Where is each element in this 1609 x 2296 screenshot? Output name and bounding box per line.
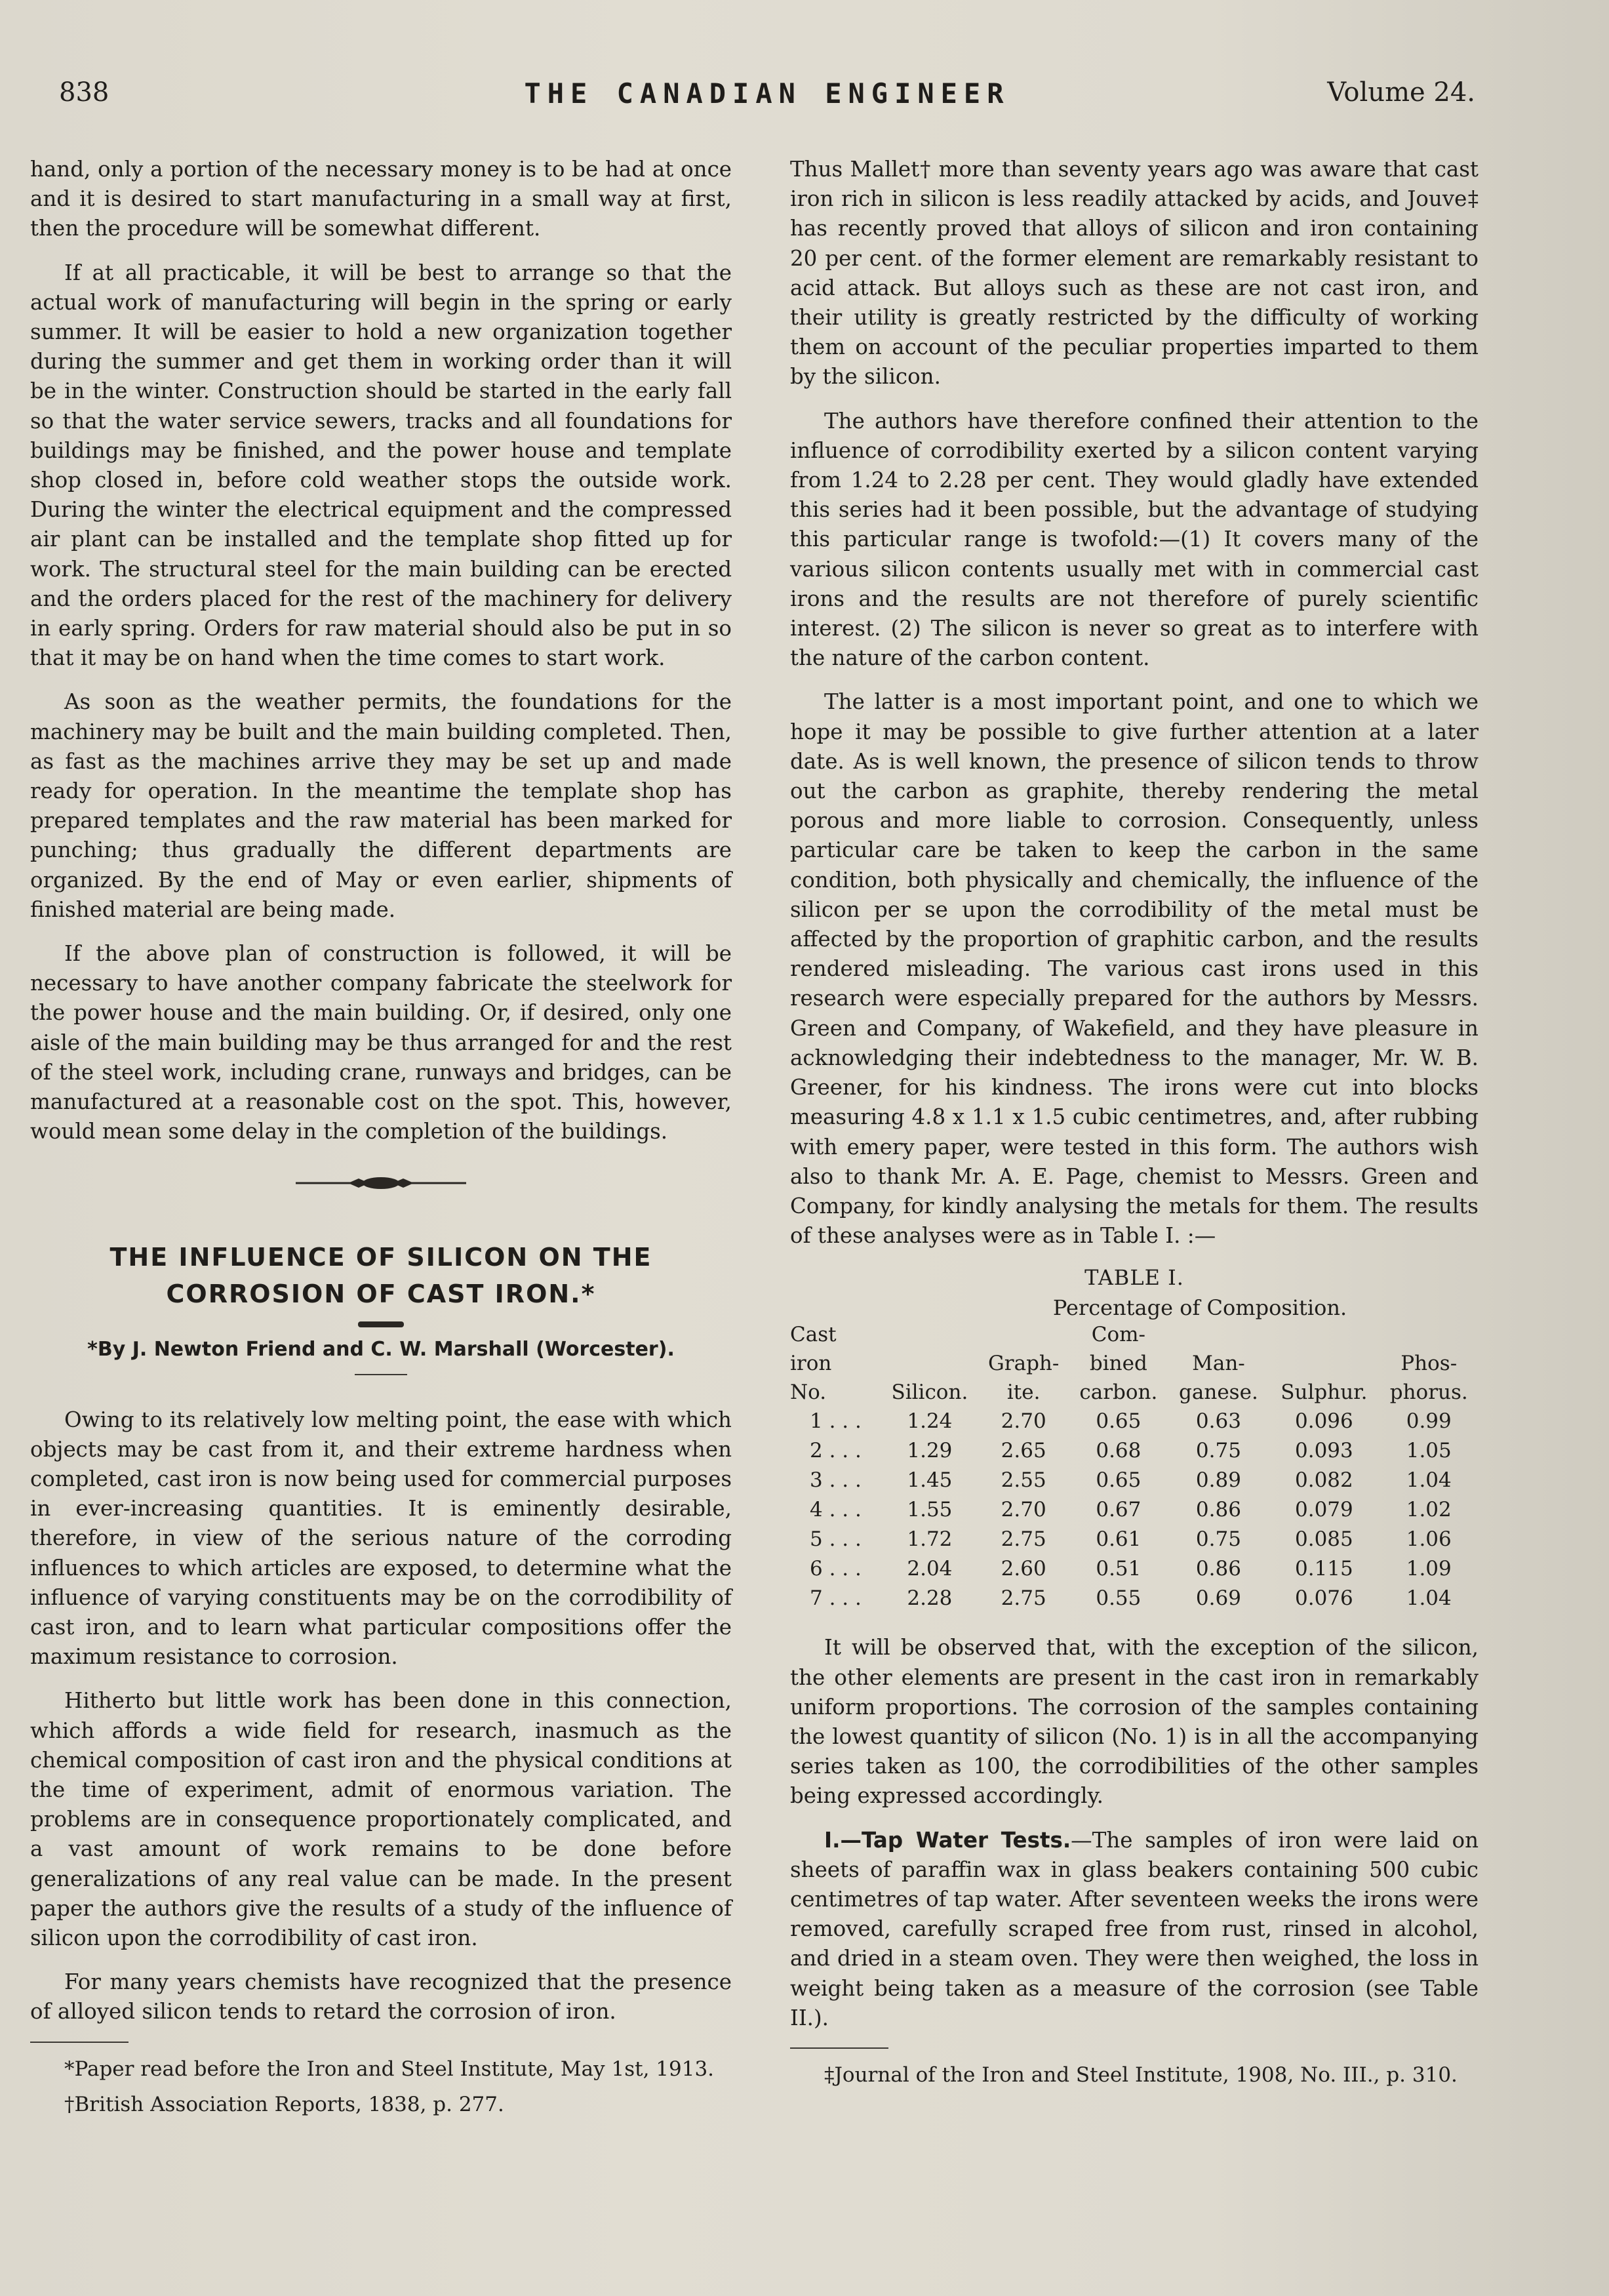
cell-silicon: 1.55: [907, 1498, 953, 1522]
cell-sulphur: 0.115: [1295, 1557, 1353, 1581]
byline-rule: [355, 1374, 407, 1375]
cell-phosphorus: 1.05: [1406, 1439, 1452, 1463]
cell-phosphorus: 1.06: [1406, 1527, 1452, 1552]
cell-graphite: 2.65: [1001, 1439, 1046, 1463]
col-header-cast-iron: Cast iron No.: [790, 1323, 837, 1405]
composition-table: [790, 1320, 1479, 1613]
footnote: ‡Journal of the Iron and Steel Institute, 1908, No. III., p. 310.: [824, 2063, 1458, 2087]
paragraph-tap-water-tests: [790, 1826, 1479, 2033]
table-subtitle: Percentage of Composition.: [1052, 1295, 1347, 1321]
cell-graphite: 2.70: [1001, 1409, 1046, 1434]
table-row: [790, 1554, 1479, 1584]
cell-sulphur: 0.076: [1295, 1586, 1353, 1611]
paragraph: For many years chemists have recognized that the presence of alloyed silicon tends to retard the corrosion of iron.: [30, 1969, 732, 2024]
paragraph: Owing to its relatively low melting point, the ease with which objects may be cast from it, and their extreme hardness when completed, cast iron is now being used for commercial purposes in ever-increasing quantities. It is eminently desirable, therefore, in view of the serious nature of the corroding influences to which articles are exposed, to determine what the influence of varying constituents may be on the corrodibility of cast iron, and to learn what particular compositions offer the maximum resistance to corrosion.: [30, 1407, 732, 1670]
cell-phosphorus: 1.04: [1406, 1468, 1452, 1493]
article-title: THE INFLUENCE OF SILICON ON THE CORROSION OF CAST IRON.*: [109, 1242, 652, 1308]
cell-manganese: 0.86: [1195, 1498, 1241, 1522]
cell-phosphorus: 1.04: [1406, 1586, 1452, 1611]
cell-manganese: 0.89: [1195, 1468, 1241, 1493]
page-number: 838: [59, 77, 109, 108]
cell-manganese: 0.86: [1195, 1557, 1241, 1581]
table-header-row: [790, 1320, 1479, 1407]
cell-graphite: 2.75: [1001, 1527, 1046, 1552]
cell-silicon: 2.04: [907, 1557, 953, 1581]
paragraph: hand, only a portion of the necessary money is to be had at once and it is desired to start manufacturing in a small way at first, then the procedure will be somewhat different.: [30, 157, 732, 241]
paragraph: As soon as the weather permits, the foundations for the machinery may be built and the main building completed. Then, as fast as the machines arrive they may be set up and made ready for operation. In the meantime the template shop has prepared templates and the raw material has been marked for punching; thus gradually the different departments are organized. By the end of May or even earlier, shipments of finished material are being made.: [30, 689, 732, 922]
footnote: †British Association Reports, 1838, p. 277.: [64, 2092, 504, 2116]
cell-manganese: 0.69: [1195, 1586, 1241, 1611]
cell-combined-carbon: 0.65: [1096, 1409, 1142, 1434]
col-header-sulphur: Sulphur.: [1281, 1380, 1368, 1405]
cell-phosphorus: 1.02: [1406, 1498, 1452, 1522]
col-header-combined-carbon: Com- bined carbon.: [1079, 1323, 1158, 1405]
cell-no: 1 . . .: [810, 1409, 862, 1434]
cell-combined-carbon: 0.51: [1096, 1557, 1142, 1581]
cell-combined-carbon: 0.65: [1096, 1468, 1142, 1493]
footnote-rule: [30, 2042, 129, 2043]
table-row: [790, 1407, 1479, 1436]
article-byline: *By J. Newton Friend and C. W. Marshall (Worcester).: [87, 1337, 675, 1361]
left-column: [30, 155, 732, 2125]
cell-graphite: 2.60: [1001, 1557, 1046, 1581]
cell-combined-carbon: 0.61: [1096, 1527, 1142, 1552]
cell-manganese: 0.75: [1195, 1527, 1241, 1552]
cell-sulphur: 0.096: [1295, 1409, 1353, 1434]
paragraph: If at all practicable, it will be best to arrange so that the actual work of manufacturing will begin in the spring or early summer. It will be easier to hold a new organization together during the summer and get them in working order than it will be in the winter. Construction should be started in the early fall so that the water service sewers, tracks and all foundations for buildings may be finished, and the power house and template shop closed in, before cold weather stops the outside work. During the winter the electrical equipment and the compressed air plant can be installed and the template shop fitted up for work. The structural steel for the main building can be erected and the orders placed for the rest of the machinery for delivery in early spring. Orders for raw material should also be put in so that it may be on hand when the time comes to start work.: [30, 260, 732, 671]
cell-no: 7 . . .: [810, 1586, 862, 1611]
col-header-graphite: Graph- ite.: [988, 1352, 1060, 1405]
paragraph: If the above plan of construction is followed, it will be necessary to have another company fabricate the steelwork for the power house and the main building. Or, if desired, only one aisle of the main building may be thus arranged for and the rest of the steel work, including crane, runways and bridges, can be manufactured at a reasonable cost on the spot. This, however, would mean some delay in the completion of the buildings.: [30, 941, 732, 1144]
paragraph: It will be observed that, with the exception of the silicon, the other elements are present in the cast iron in remarkably uniform proportions. The corrosion of the samples containing the lowest quantity of silicon (No. 1) is in all the accompanying series taken as 100, the corrodibilities of the other samples being expressed accordingly.: [790, 1635, 1479, 1809]
volume-label: Volume 24.: [1327, 77, 1475, 108]
section-divider-ornament: [30, 1173, 732, 1199]
cell-combined-carbon: 0.68: [1096, 1439, 1142, 1463]
cell-manganese: 0.75: [1195, 1439, 1241, 1463]
table-row: [790, 1436, 1479, 1466]
paragraph-text: —The samples of iron were laid on sheets of paraffin wax in glass beakers containing 500 cubic centimetres of tap water. After seventeen weeks the irons were removed, carefully scraped free from rust, rinsed in alcohol, and dried in a steam oven. They were then weighed, the loss in weight being taken as a measure of the corrosion (see Table II.).: [790, 1827, 1479, 2030]
paragraph: The authors have therefore confined their attention to the influence of corrodibility exerted by a silicon content varying from 1.24 to 2.28 per cent. They would gladly have extended this series had it been possible, but the advantage of studying this particular range is twofold:—(1) It covers many of the various silicon contents usually met with in commercial cast irons and the results are not therefore of purely scientific interest. (2) The silicon is never so great as to interfere with the nature of the carbon content.: [790, 408, 1479, 671]
paragraph: Hitherto but little work has been done in this connection, which affords a wide field for research, inasmuch as the chemical composition of cast iron and the physical conditions at the time of experiment, admit of enormous variation. The problems are in consequence proportionately complicated, and a vast amount of work remains to be done before generalizations of any real value can be made. In the present paper the authors give the results of a study of the influence of silicon upon the corrodibility of cast iron.: [30, 1688, 732, 1950]
footnote: *Paper read before the Iron and Steel Institute, May 1st, 1913.: [64, 2057, 715, 2081]
journal-title: THE CANADIAN ENGINEER: [524, 77, 1010, 110]
paragraph: The latter is a most important point, and one to which we hope it may be possible to give further attention at a later date. As is well known, the presence of silicon tends to throw out the carbon as graphite, thereby rendering the metal porous and more liable to corrosion. Consequently, unless particular care be taken to keep the carbon in the same condition, both physically and chemically, the influence of the silicon per se upon the corrodibility of the metal must be affected by the proportion of graphitic carbon, and the results rendered misleading. The various cast irons used in this research were especially prepared for the authors by Messrs. Green and Company, of Wakefield, and they have pleasure in acknowledging their indebtedness to the manager, Mr. W. B. Greener, for his kindness. The irons were cut into blocks measuring 4.8 x 1.1 x 1.5 cubic centimetres, and, after rubbing with emery paper, were tested in this form. The authors wish also to thank Mr. A. E. Page, chemist to Messrs. Green and Company, for kindly analysing the metals for them. The results of these analyses were as in Table I. :—: [790, 689, 1479, 1249]
table-row: [790, 1584, 1479, 1613]
table-row: [790, 1495, 1479, 1525]
cell-sulphur: 0.085: [1295, 1527, 1353, 1552]
right-column: [790, 155, 1479, 2096]
cell-combined-carbon: 0.67: [1096, 1498, 1142, 1522]
page-header: [59, 77, 1475, 130]
cell-graphite: 2.55: [1001, 1468, 1046, 1493]
col-header-manganese: Man- ganese.: [1179, 1352, 1258, 1405]
cell-sulphur: 0.079: [1295, 1498, 1353, 1522]
cell-silicon: 1.24: [907, 1409, 953, 1434]
cell-silicon: 1.72: [907, 1527, 953, 1552]
table-row: [790, 1466, 1479, 1495]
footnote-rule: [790, 2047, 888, 2049]
cell-graphite: 2.70: [1001, 1498, 1046, 1522]
cell-no: 2 . . .: [810, 1439, 862, 1463]
col-header-phosphorus: Phos- phorus.: [1389, 1352, 1468, 1405]
cell-no: 4 . . .: [810, 1498, 862, 1522]
cell-sulphur: 0.093: [1295, 1439, 1353, 1463]
cell-silicon: 1.45: [907, 1468, 953, 1493]
cell-no: 5 . . .: [810, 1527, 862, 1552]
cell-silicon: 1.29: [907, 1439, 953, 1463]
cell-phosphorus: 1.09: [1406, 1557, 1452, 1581]
section-heading: I.—Tap Water Tests.: [824, 1827, 1071, 1853]
cell-combined-carbon: 0.55: [1096, 1586, 1142, 1611]
cell-silicon: 2.28: [907, 1586, 953, 1611]
col-header-silicon: Silicon.: [891, 1380, 968, 1405]
cell-no: 6 . . .: [810, 1557, 862, 1581]
title-dash: [358, 1321, 404, 1327]
cell-graphite: 2.75: [1001, 1586, 1046, 1611]
cell-manganese: 0.63: [1195, 1409, 1241, 1434]
table-title: TABLE I.: [1084, 1265, 1184, 1291]
cell-phosphorus: 0.99: [1406, 1409, 1452, 1434]
cell-no: 3 . . .: [810, 1468, 862, 1493]
paragraph: Thus Mallet† more than seventy years ago was aware that cast iron rich in silicon is less readily attacked by acids, and Jouve‡ has recently proved that alloys of silicon and iron containing 20 per cent. of the former element are remarkably resistant to acid attack. But alloys such as these are not cast iron, and their utility is greatly restricted by the difficulty of working them on account of the peculiar properties imparted to them by the silicon.: [790, 157, 1479, 390]
cell-sulphur: 0.082: [1295, 1468, 1353, 1493]
table-row: [790, 1525, 1479, 1554]
